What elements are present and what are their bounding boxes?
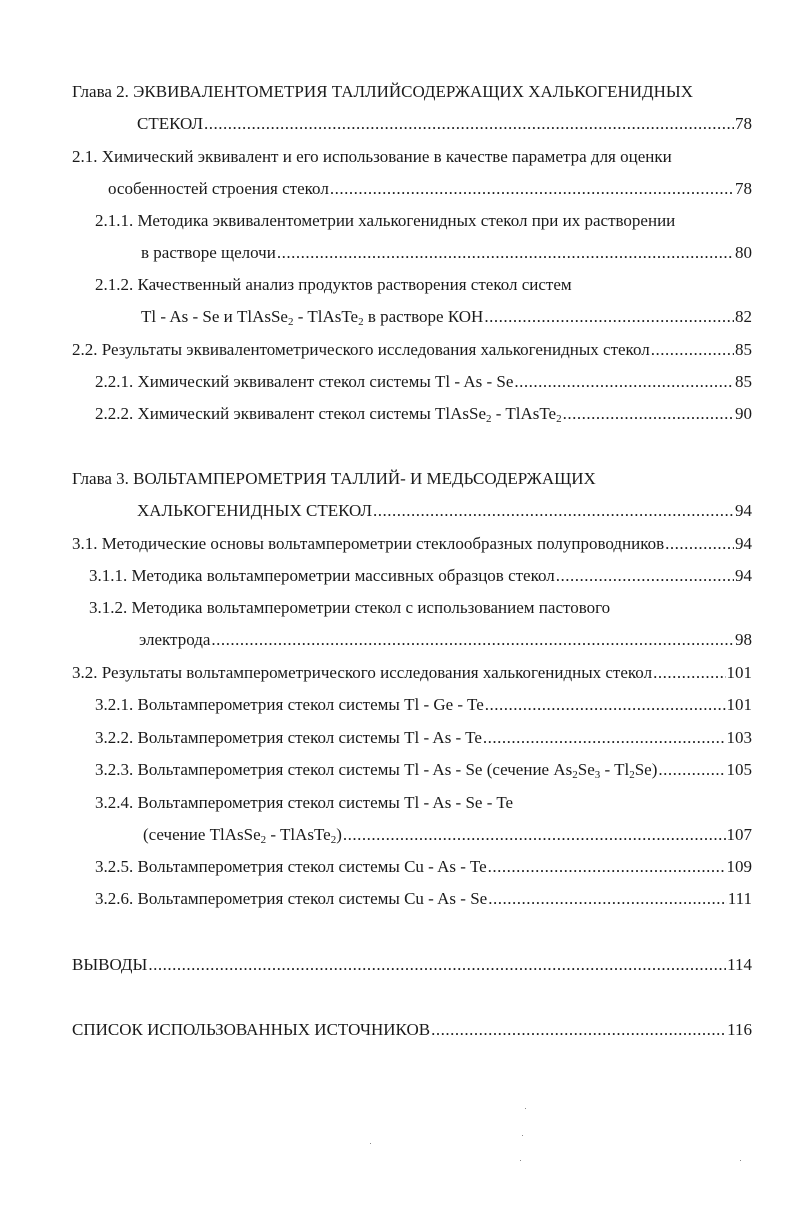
section-3-1-1-title: 3.1.1. Методика вольтамперометрии массивных образцов стекол	[89, 566, 555, 585]
toc-entry-3-2-1[interactable]	[95, 693, 752, 717]
section-2-1-1-line2: в растворе щелочи	[141, 243, 276, 262]
toc-entry-3-1-2[interactable]	[139, 628, 752, 652]
section-3-1-2-line1: 3.1.2. Методика вольтамперометрии стекол с использованием пастового	[89, 598, 611, 617]
leader-dots	[665, 532, 734, 556]
leader-dots	[651, 338, 734, 362]
leader-dots	[556, 564, 734, 588]
section-3-2-title: 3.2. Результаты вольтамперометрического исследования халькогенидных стекол	[72, 663, 653, 682]
page-number: 90	[735, 404, 752, 423]
section-3-2-5-title: 3.2.5. Вольтамперометрия стекол системы Cu - As - Te	[95, 857, 487, 876]
toc-entry-conclusions[interactable]	[72, 953, 752, 977]
references-title: СПИСОК ИСПОЛЬЗОВАННЫХ ИСТОЧНИКОВ	[72, 1020, 431, 1039]
chapter-2-title-line2: СТЕКОЛ	[137, 114, 203, 133]
leader-dots	[484, 305, 734, 329]
toc-entry-2-1-2[interactable]	[141, 305, 752, 329]
toc-entry-2-2[interactable]	[72, 338, 752, 362]
page-number: 109	[726, 857, 752, 876]
section-2-1-line2: особенностей строения стекол	[108, 179, 329, 198]
scan-speck	[525, 1108, 526, 1109]
scan-speck	[522, 1135, 523, 1136]
page-number: 111	[727, 889, 752, 908]
section-2-1-line1: 2.1. Химический эквивалент и его использование в качестве параметра для оценки	[72, 147, 672, 166]
section-3-2-2-title: 3.2.2. Вольтамперометрия стекол системы Tl - As - Te	[95, 728, 482, 747]
leader-dots	[373, 499, 734, 523]
leader-dots	[211, 628, 734, 652]
section-3-2-4-line1: 3.2.4. Вольтамперометрия стекол системы Tl - As - Se - Te	[95, 793, 514, 812]
leader-dots	[148, 953, 726, 977]
chapter-3-title-line2: ХАЛЬКОГЕНИДНЫХ СТЕКОЛ	[137, 501, 373, 520]
toc-entry-2-1-1[interactable]	[141, 241, 752, 265]
page-number: 78	[735, 179, 752, 198]
toc-entry-3-2-4[interactable]	[143, 823, 752, 847]
chapter-3-title-line1: Глава 3. ВОЛЬТАМПЕРОМЕТРИЯ ТАЛЛИЙ- И МЕДЬСОДЕРЖАЩИХ	[72, 469, 596, 488]
page-number: 94	[735, 534, 752, 553]
toc-entry-references[interactable]	[72, 1018, 752, 1042]
section-2-2-2-title: 2.2.2. Химический эквивалент стекол системы TlAsSe$_2$ - TlAsTe$_2$	[95, 404, 562, 425]
section-3-1-2-line2: электрода	[139, 630, 211, 649]
page-number: 94	[735, 501, 752, 520]
section-3-1-title: 3.1. Методические основы вольтамперометрии стеклообразных полупроводников	[72, 534, 665, 553]
page-number: 94	[735, 566, 752, 585]
leader-dots	[488, 887, 727, 911]
leader-dots	[563, 402, 734, 426]
section-2-1-2-line2: Tl - As - Se и TlAsSe$_2$ - TlAsTe$_2$ в растворе КОН	[141, 307, 484, 328]
leader-dots	[343, 823, 726, 847]
page-number: 107	[726, 825, 752, 844]
leader-dots	[485, 693, 726, 717]
toc-entry-3-2-6[interactable]	[95, 887, 752, 911]
scan-speck	[370, 1143, 371, 1144]
section-2-2-title: 2.2. Результаты эквивалентометрического исследования халькогенидных стекол	[72, 340, 650, 359]
page-number: 82	[735, 307, 752, 326]
toc-entry-2-2-2[interactable]	[95, 402, 752, 426]
page-number: 85	[735, 340, 752, 359]
leader-dots	[488, 855, 726, 879]
toc-entry-chapter-3[interactable]	[137, 499, 752, 523]
page-number: 80	[735, 243, 752, 262]
section-2-1-1-line1: 2.1.1. Методика эквивалентометрии халькогенидных стекол при их растворении	[95, 211, 676, 230]
leader-dots	[658, 758, 725, 782]
toc-entry-3-2-2[interactable]	[95, 726, 752, 750]
section-3-2-6-title: 3.2.6. Вольтамперометрия стекол системы Cu - As - Se	[95, 889, 488, 908]
page-number: 78	[735, 114, 752, 133]
leader-dots	[431, 1018, 726, 1042]
toc-entry-3-1[interactable]	[72, 532, 752, 556]
leader-dots	[330, 177, 734, 201]
section-3-2-4-line2: (сечение TlAsSe$_2$ - TlAsTe$_2$)	[143, 825, 342, 846]
conclusions-title: ВЫВОДЫ	[72, 955, 148, 974]
leader-dots	[514, 370, 734, 394]
toc-entry-3-2-3[interactable]	[95, 758, 752, 782]
page-number: 101	[726, 695, 752, 714]
chapter-2-title-line1: Глава 2. ЭКВИВАЛЕНТОМЕТРИЯ ТАЛЛИЙСОДЕРЖАЩИХ ХАЛЬКОГЕНИДНЫХ	[72, 82, 694, 101]
scan-speck	[520, 1160, 521, 1161]
leader-dots	[483, 726, 726, 750]
section-3-2-3-title: 3.2.3. Вольтамперометрия стекол системы Tl - As - Se (сечение $As_2Se_3 - Tl_2Se$)	[95, 760, 658, 781]
section-2-1-2-line1: 2.1.2. Качественный анализ продуктов растворения стекол систем	[95, 275, 572, 294]
toc-entry-3-2-5[interactable]	[95, 855, 752, 879]
page-number: 103	[726, 728, 752, 747]
page-number: 116	[727, 1020, 752, 1039]
toc-entry-2-2-1[interactable]	[95, 370, 752, 394]
toc-entry-3-1-1[interactable]	[89, 564, 752, 588]
leader-dots	[204, 112, 734, 136]
page-number: 101	[726, 663, 752, 682]
page-number: 85	[735, 372, 752, 391]
page-number: 105	[726, 760, 752, 779]
toc-entry-2-1[interactable]	[108, 177, 752, 201]
scan-speck	[740, 1160, 741, 1161]
section-3-2-1-title: 3.2.1. Вольтамперометрия стекол системы Tl - Ge - Te	[95, 695, 484, 714]
leader-dots	[277, 241, 734, 265]
section-2-2-1-title: 2.2.1. Химический эквивалент стекол системы Tl - As - Se	[95, 372, 514, 391]
toc-entry-3-2[interactable]	[72, 661, 752, 685]
toc-entry-chapter-2[interactable]	[137, 112, 752, 136]
page-number: 114	[727, 955, 752, 974]
page-number: 98	[735, 630, 752, 649]
leader-dots	[653, 661, 725, 685]
